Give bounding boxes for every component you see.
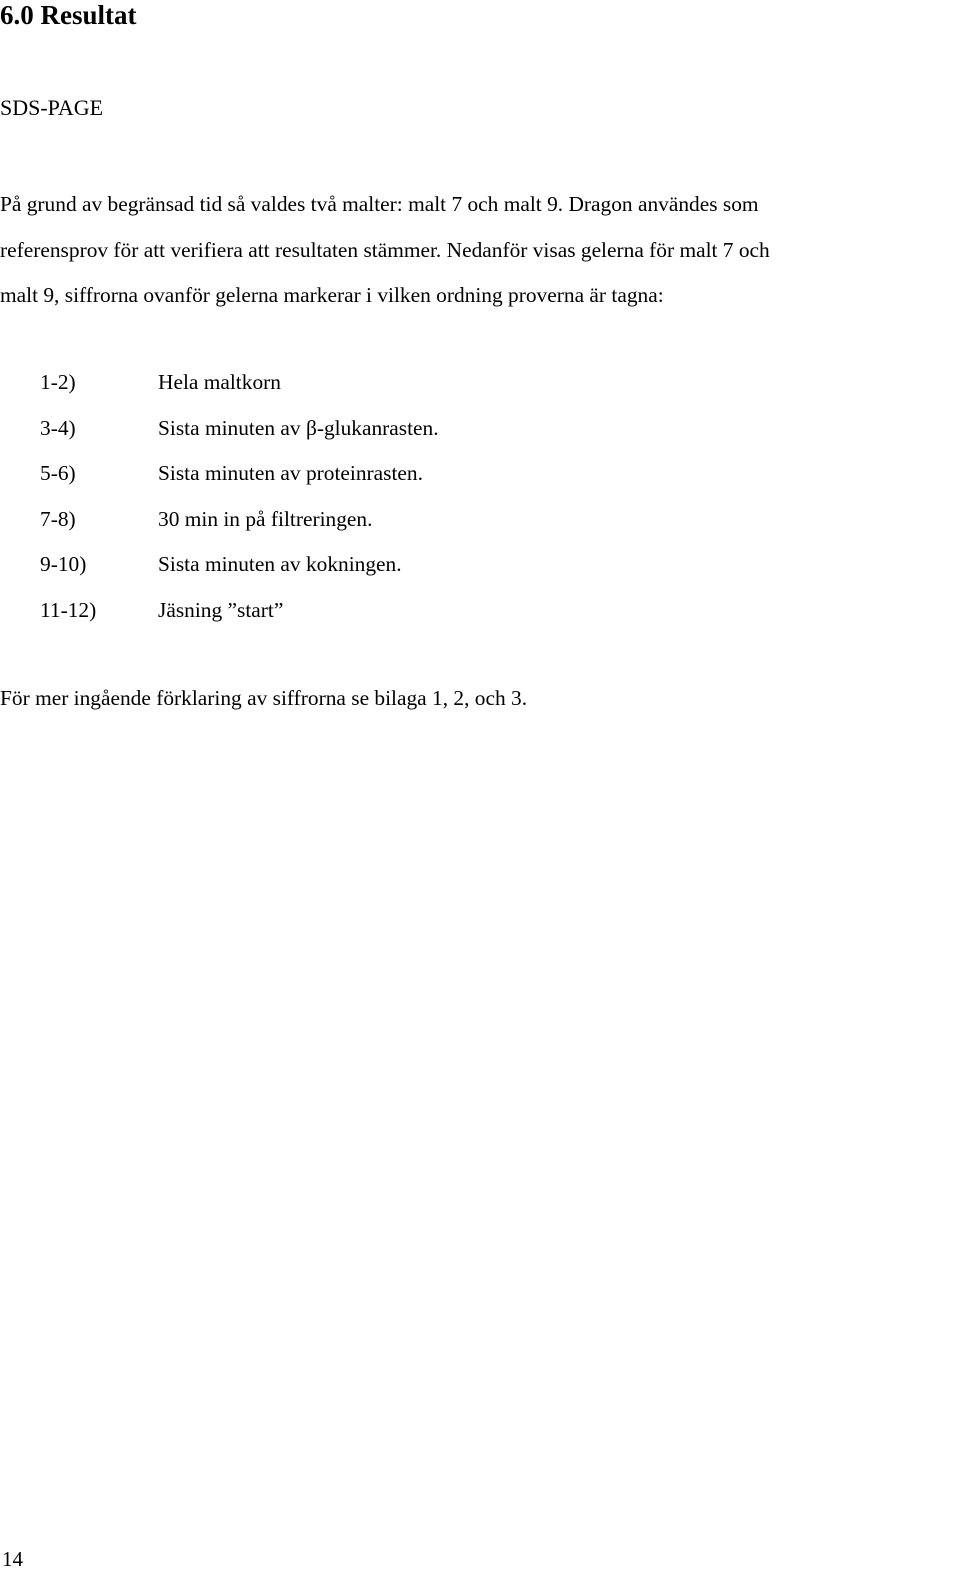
footnote-paragraph: För mer ingående förklaring av siffrorna se bilaga 1, 2, och 3.: [0, 686, 528, 710]
sample-number: 5-6): [40, 461, 76, 485]
paragraph-line: På grund av begränsad tid så valdes två malter: malt 7 och malt 9. Dragon användes som: [0, 192, 759, 216]
sample-description: Sista minuten av proteinrasten.: [158, 461, 423, 485]
sample-number: 7-8): [40, 506, 76, 531]
sample-number: 3-4): [40, 415, 76, 440]
sample-number: 1-2): [40, 370, 76, 394]
sample-description: 30 min in på filtreringen.: [158, 506, 373, 531]
subsection-heading: SDS-PAGE: [0, 95, 104, 120]
sample-description: Sista minuten av β-glukanrasten.: [158, 415, 439, 440]
sample-description: Jäsning ”start”: [158, 597, 284, 622]
sample-number: 11-12): [40, 597, 97, 622]
sample-number: 9-10): [40, 552, 87, 576]
paragraph-line: malt 9, siffrorna ovanför gelerna markerar i vilken ordning proverna är tagna:: [0, 283, 664, 307]
section-heading: 6.0 Resultat: [0, 0, 137, 30]
paragraph-line: referensprov för att verifiera att resultaten stämmer. Nedanför visas gelerna för malt 7 och: [0, 237, 770, 262]
page-number: 14: [2, 1547, 23, 1571]
sample-description: Sista minuten av kokningen.: [158, 552, 402, 576]
intro-paragraph: [0, 182, 956, 319]
sample-description: Hela maltkorn: [158, 370, 281, 394]
